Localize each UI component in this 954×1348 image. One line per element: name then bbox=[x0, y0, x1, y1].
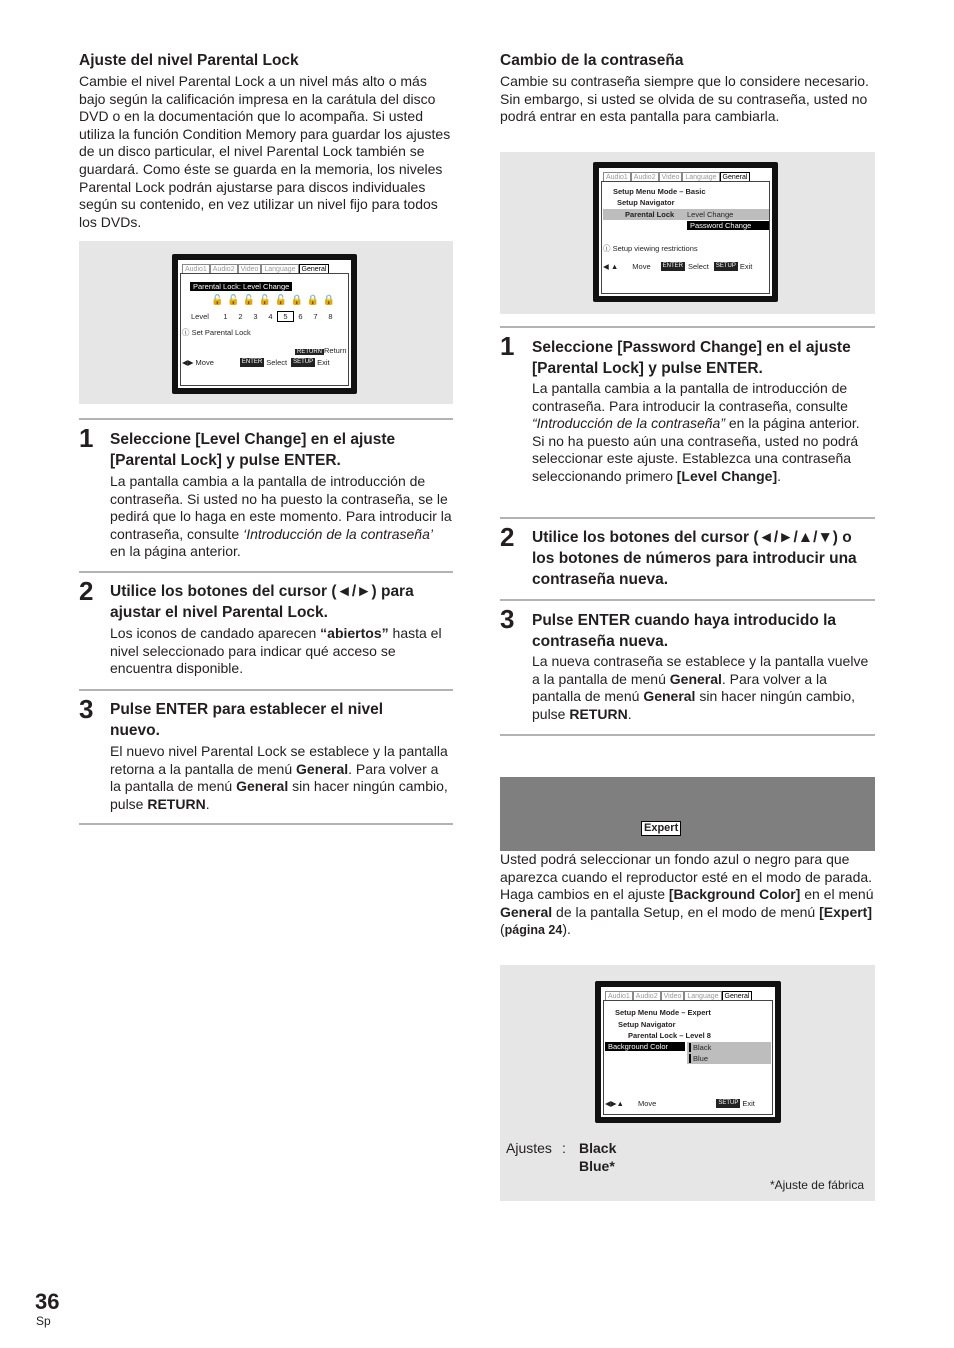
factory-setting-footnote: *Ajuste de fábrica bbox=[769, 1178, 864, 1192]
tab-audio1: Audio1 bbox=[182, 264, 210, 274]
lock-icons bbox=[211, 296, 335, 305]
arrow-left-right-icon: ◀▶ bbox=[182, 358, 194, 367]
divider bbox=[500, 326, 875, 328]
step-number: 3 bbox=[79, 694, 94, 724]
tab-audio2: Audio2 bbox=[631, 172, 659, 182]
step-title: Seleccione [Password Change] en el ajuste [Parental Lock] y pulse ENTER. bbox=[532, 339, 851, 377]
setup-navigator-line: Setup Navigator bbox=[617, 198, 675, 207]
setup-key: SETUP bbox=[718, 1100, 739, 1106]
level-numbers bbox=[218, 312, 338, 321]
tv-screen-background-color bbox=[595, 981, 781, 1123]
settings-colon: : bbox=[562, 1140, 566, 1156]
tab-language: Language bbox=[261, 264, 298, 274]
tab-audio2: Audio2 bbox=[210, 264, 238, 274]
tab-language: Language bbox=[682, 172, 719, 182]
level-number: 2 bbox=[238, 312, 243, 321]
screen-footer: ◀ ▲ Move ENTER Select SETUP Exit bbox=[603, 262, 753, 271]
section-heading-password: Cambio de la contraseña bbox=[500, 52, 684, 69]
tab-video: Video bbox=[659, 172, 683, 182]
background-color-item: Background Color bbox=[605, 1042, 685, 1051]
level-number: 4 bbox=[268, 312, 273, 321]
level-number: 6 bbox=[298, 312, 303, 321]
screen-illustration-box bbox=[500, 965, 875, 1201]
step-body: La pantalla cambia a la pantalla de introducción de contraseña. Si usted no ha puesto la contraseña, se le pedirá que lo haga en este momento. Para introducir la contraseña, consulte ‘Introducción de la contraseña’ en la página anterior. bbox=[110, 473, 452, 560]
step-body: Los iconos de candado aparecen “abiertos” hasta el nivel seleccionado para indicar qué acceso se encuentra disponible. bbox=[110, 625, 442, 677]
expert-badge: Expert bbox=[641, 821, 681, 836]
level-label: Level bbox=[191, 312, 209, 321]
info-icon: ⓘ bbox=[182, 328, 190, 337]
screen-hint: ⓘ Set Parental Lock bbox=[182, 328, 251, 337]
setup-key: SETUP bbox=[293, 359, 314, 365]
password-change-option: Password Change bbox=[687, 221, 769, 230]
background-color-text: Usted podrá seleccionar un fondo azul o negro para que aparezca cuando el reproductor esté en el modo de parada. Haga cambios en el ajuste [Background Color] en el menú General de la pantalla Setup, en el modo de menú [Expert] (página 24). bbox=[500, 851, 874, 938]
tab-general: General bbox=[299, 264, 330, 274]
level-number: 8 bbox=[328, 312, 333, 321]
divider bbox=[79, 418, 453, 420]
tab-audio1: Audio1 bbox=[605, 991, 633, 1001]
screen-illustration-box bbox=[500, 152, 875, 314]
screen-hint: ⓘ Setup viewing restrictions bbox=[603, 244, 698, 253]
setting-option-blue: Blue* bbox=[579, 1158, 615, 1174]
settings-label: Ajustes bbox=[506, 1140, 552, 1156]
tab-video: Video bbox=[661, 991, 685, 1001]
divider bbox=[79, 689, 453, 691]
tab-general: General bbox=[722, 991, 753, 1001]
return-key: RETURN bbox=[297, 349, 322, 355]
arrow-left-up-icon: ◀ ▲ bbox=[603, 262, 619, 271]
step-body: La pantalla cambia a la pantalla de introducción de contraseña. Para introducir la contraseña, consulte “Introducción de la contraseña” en la página anterior. Si no ha puesto aún una contraseña, usted no podrá seleccionar este ajuste. Establezca una contraseña seleccionando primero [Level Change]. bbox=[532, 380, 860, 484]
setup-key: SETUP bbox=[715, 263, 736, 269]
setting-option-black: Black bbox=[579, 1140, 617, 1156]
step-number: 1 bbox=[500, 331, 515, 361]
menu-mode-line: Setup Menu Mode – Expert bbox=[615, 1008, 711, 1017]
step-title: Utilice los botones del cursor (◄/►) para ajustar el nivel Parental Lock. bbox=[110, 583, 414, 621]
step-title: Utilice los botones del cursor (◄/►/▲/▼) o los botones de números para introducir una contraseña nueva. bbox=[532, 529, 857, 588]
step-body: El nuevo nivel Parental Lock se establece y la pantalla retorna a la pantalla de menú General. Para volver a la pantalla de menú General sin hacer ningún cambio, pulse RETURN. bbox=[110, 743, 448, 812]
step-number: 2 bbox=[500, 522, 515, 552]
screen-footer: ◀▶▲ Move SETUP Exit bbox=[605, 1099, 755, 1108]
page-language: Sp bbox=[36, 1314, 51, 1328]
parental-lock-item: Parental Lock bbox=[625, 210, 675, 219]
parental-lock-line: Parental Lock – Level 8 bbox=[628, 1031, 711, 1040]
level-number: 1 bbox=[223, 312, 228, 321]
blue-option: Blue bbox=[689, 1054, 708, 1063]
tab-audio2: Audio2 bbox=[633, 991, 661, 1001]
menu-mode-line: Setup Menu Mode – Basic bbox=[613, 187, 706, 196]
step-title: Pulse ENTER para establecer el nivel nuevo. bbox=[110, 701, 384, 739]
screen-illustration-box bbox=[79, 241, 453, 404]
step-title: Pulse ENTER cuando haya introducido la contraseña nueva. bbox=[532, 612, 837, 650]
page-number: 36 bbox=[35, 1289, 60, 1314]
divider bbox=[500, 734, 875, 736]
lock-open-icon: 🔓 bbox=[274, 295, 288, 306]
enter-key: ENTER bbox=[241, 359, 263, 365]
lock-open-icon: 🔓 bbox=[226, 295, 240, 306]
arrow-left-right-up-icon: ◀▶▲ bbox=[605, 1099, 624, 1108]
screen-footer: ◀▶ Move ENTER Select SETUP Exit bbox=[182, 358, 330, 367]
return-hint: RETURN Return bbox=[297, 346, 347, 355]
tab-language: Language bbox=[684, 991, 721, 1001]
tab-general: General bbox=[720, 172, 751, 182]
info-icon: ⓘ bbox=[603, 244, 611, 253]
step-number: 2 bbox=[79, 576, 94, 606]
divider bbox=[500, 599, 875, 601]
lock-open-icon: 🔓 bbox=[258, 295, 272, 306]
section-band bbox=[500, 777, 875, 851]
lock-closed-icon: 🔒 bbox=[290, 295, 304, 306]
setup-navigator-line: Setup Navigator bbox=[618, 1020, 676, 1029]
level-change-option: Level Change bbox=[687, 210, 734, 219]
tab-video: Video bbox=[238, 264, 262, 274]
lock-closed-icon: 🔒 bbox=[322, 295, 336, 306]
step-number: 3 bbox=[500, 604, 515, 634]
screen-title: Parental Lock: Level Change bbox=[190, 282, 292, 291]
parental-lock-intro: Cambie el nivel Parental Lock a un nivel más alto o más bajo según la calificación impresa en la carátula del disco DVD o en la documentación que lo acompaña. Si usted utiliza la función Condition Memory para guardar los ajustes de un disco particular, el nivel Parental Lock también se guardará. Como éste se guarda en la memoria, los niveles Parental Lock podrán ajustarse para discos individuales según su contenido, en vez utilizar un nivel fijo para todos los DVDs. bbox=[79, 73, 451, 230]
tv-screen-password bbox=[593, 162, 778, 302]
level-number-selected: 5 bbox=[278, 312, 293, 321]
level-number: 3 bbox=[253, 312, 258, 321]
divider bbox=[79, 571, 453, 573]
section-heading-parental-lock: Ajuste del nivel Parental Lock bbox=[79, 52, 299, 69]
password-intro: Cambie su contraseña siempre que lo considere necesario. Sin embargo, si usted se olvida de su contraseña, usted no podrá entrar en esta pantalla para cambiarla. bbox=[500, 73, 869, 125]
lock-closed-icon: 🔒 bbox=[306, 295, 320, 306]
step-body: La nueva contraseña se establece y la pantalla vuelve a la pantalla de menú General. Para volver a la pantalla de menú General sin hacer ningún cambio, pulse RETURN. bbox=[532, 653, 869, 722]
step-number: 1 bbox=[79, 423, 94, 453]
lock-open-icon: 🔓 bbox=[242, 295, 256, 306]
tab-audio1: Audio1 bbox=[603, 172, 631, 182]
tv-screen-level-change bbox=[172, 254, 357, 394]
divider bbox=[500, 517, 875, 519]
enter-key: ENTER bbox=[662, 263, 683, 269]
step-title: Seleccione [Level Change] en el ajuste [Parental Lock] y pulse ENTER. bbox=[110, 431, 396, 469]
level-number: 7 bbox=[313, 312, 318, 321]
divider bbox=[79, 823, 453, 825]
black-option: Black bbox=[689, 1043, 711, 1052]
lock-open-icon: 🔓 bbox=[211, 295, 224, 306]
